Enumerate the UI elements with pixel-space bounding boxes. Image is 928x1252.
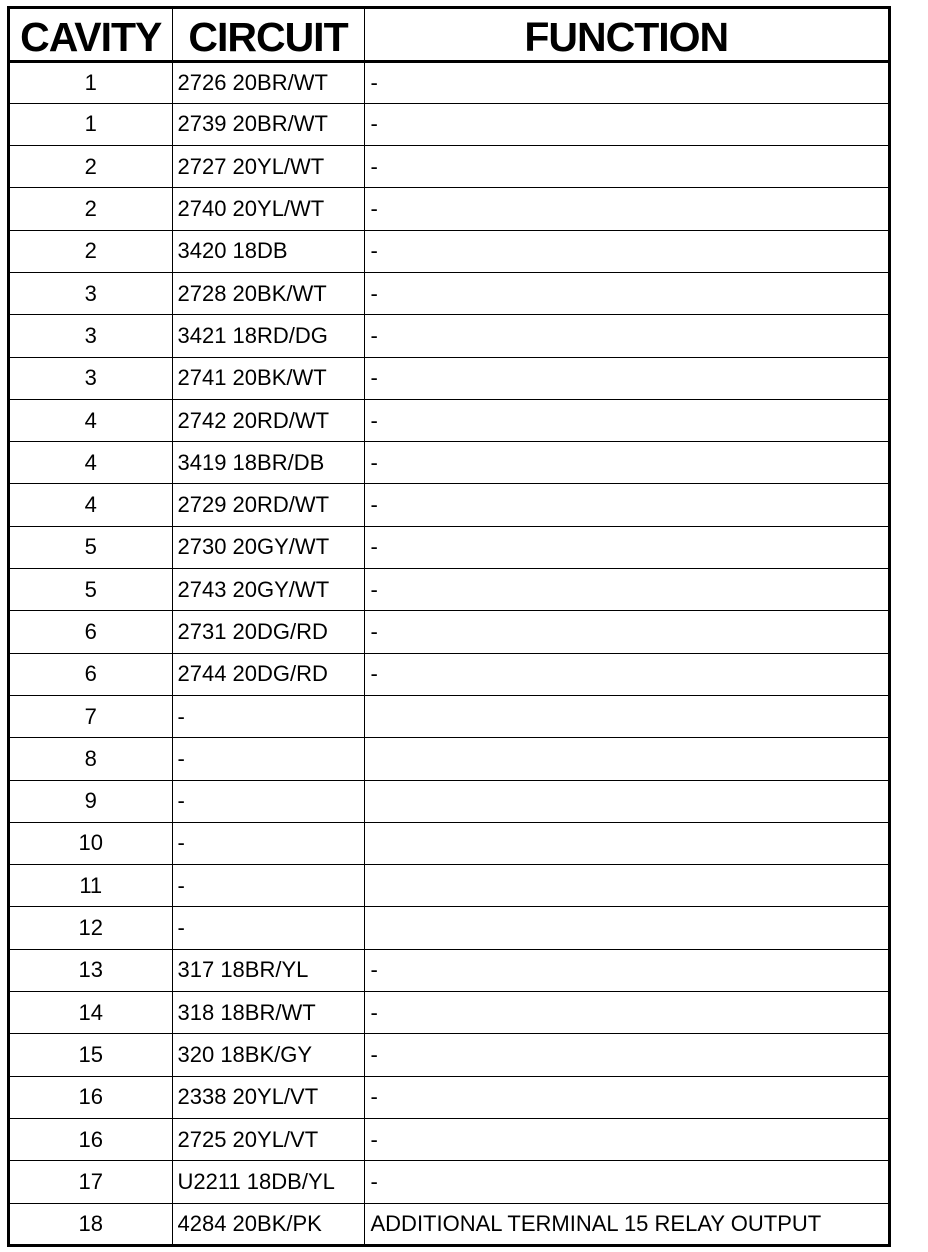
function-cell: -	[364, 357, 888, 399]
function-cell	[364, 822, 888, 864]
table-row	[10, 949, 888, 991]
function-cell: -	[364, 146, 888, 188]
circuit-cell: 2729 20RD/WT	[172, 484, 364, 526]
cavity-cell: 1	[10, 103, 172, 145]
cavity-cell: 13	[10, 949, 172, 991]
table-row	[10, 738, 888, 780]
table-row	[10, 695, 888, 737]
function-cell: -	[364, 1118, 888, 1160]
circuit-cell: -	[172, 822, 364, 864]
function-cell: -	[364, 399, 888, 441]
cavity-cell: 18	[10, 1203, 172, 1245]
table-row	[10, 653, 888, 695]
circuit-cell: 318 18BR/WT	[172, 992, 364, 1034]
cavity-cell: 3	[10, 357, 172, 399]
circuit-cell: -	[172, 738, 364, 780]
cavity-cell: 5	[10, 569, 172, 611]
circuit-cell: 2743 20GY/WT	[172, 569, 364, 611]
cavity-cell: 3	[10, 315, 172, 357]
table-row	[10, 569, 888, 611]
circuit-cell: 3419 18BR/DB	[172, 442, 364, 484]
table-row	[10, 611, 888, 653]
header-function: FUNCTION	[364, 9, 888, 61]
table-row	[10, 103, 888, 145]
table-row	[10, 1161, 888, 1203]
function-cell	[364, 738, 888, 780]
circuit-cell: 2742 20RD/WT	[172, 399, 364, 441]
circuit-cell: 2728 20BK/WT	[172, 272, 364, 314]
function-cell	[364, 907, 888, 949]
table-row	[10, 907, 888, 949]
header-row	[10, 9, 888, 61]
cavity-cell: 4	[10, 399, 172, 441]
table-row	[10, 399, 888, 441]
connector-pinout-table	[10, 9, 888, 1245]
function-cell: -	[364, 61, 888, 103]
function-cell	[364, 695, 888, 737]
function-cell: -	[364, 230, 888, 272]
function-cell: -	[364, 188, 888, 230]
cavity-cell: 5	[10, 526, 172, 568]
header-circuit: CIRCUIT	[172, 9, 364, 61]
function-cell: -	[364, 442, 888, 484]
cavity-cell: 17	[10, 1161, 172, 1203]
table-row	[10, 484, 888, 526]
function-cell: -	[364, 1034, 888, 1076]
cavity-cell: 7	[10, 695, 172, 737]
function-cell: -	[364, 1161, 888, 1203]
circuit-cell: 2740 20YL/WT	[172, 188, 364, 230]
function-cell: -	[364, 272, 888, 314]
function-cell: -	[364, 611, 888, 653]
cavity-cell: 11	[10, 865, 172, 907]
cavity-cell: 3	[10, 272, 172, 314]
circuit-cell: 2739 20BR/WT	[172, 103, 364, 145]
function-cell: -	[364, 992, 888, 1034]
cavity-cell: 10	[10, 822, 172, 864]
circuit-cell: 317 18BR/YL	[172, 949, 364, 991]
circuit-cell: 2727 20YL/WT	[172, 146, 364, 188]
cavity-cell: 2	[10, 230, 172, 272]
function-cell: ADDITIONAL TERMINAL 15 RELAY OUTPUT	[364, 1203, 888, 1245]
circuit-cell: U2211 18DB/YL	[172, 1161, 364, 1203]
function-cell: -	[364, 653, 888, 695]
cavity-cell: 15	[10, 1034, 172, 1076]
circuit-cell: 3420 18DB	[172, 230, 364, 272]
table-row	[10, 780, 888, 822]
table-row	[10, 61, 888, 103]
cavity-cell: 9	[10, 780, 172, 822]
circuit-cell: 3421 18RD/DG	[172, 315, 364, 357]
circuit-cell: 2338 20YL/VT	[172, 1076, 364, 1118]
table-row	[10, 992, 888, 1034]
circuit-cell: -	[172, 780, 364, 822]
circuit-cell: -	[172, 695, 364, 737]
table-row	[10, 1034, 888, 1076]
function-cell: -	[364, 315, 888, 357]
table-row	[10, 865, 888, 907]
circuit-cell: 2744 20DG/RD	[172, 653, 364, 695]
table-row	[10, 230, 888, 272]
cavity-cell: 6	[10, 653, 172, 695]
circuit-cell: 2731 20DG/RD	[172, 611, 364, 653]
table-row	[10, 1076, 888, 1118]
connector-pinout-table-frame	[7, 6, 891, 1247]
cavity-cell: 16	[10, 1118, 172, 1160]
circuit-cell: 320 18BK/GY	[172, 1034, 364, 1076]
circuit-cell: 2741 20BK/WT	[172, 357, 364, 399]
circuit-cell: -	[172, 907, 364, 949]
cavity-cell: 4	[10, 442, 172, 484]
function-cell: -	[364, 526, 888, 568]
cavity-cell: 2	[10, 146, 172, 188]
cavity-cell: 2	[10, 188, 172, 230]
table-row	[10, 272, 888, 314]
function-cell: -	[364, 949, 888, 991]
cavity-cell: 6	[10, 611, 172, 653]
table-row	[10, 357, 888, 399]
cavity-cell: 12	[10, 907, 172, 949]
table-row	[10, 146, 888, 188]
table-row	[10, 442, 888, 484]
function-cell: -	[364, 103, 888, 145]
table-body	[10, 61, 888, 1245]
table-row	[10, 188, 888, 230]
function-cell: -	[364, 1076, 888, 1118]
table-row	[10, 315, 888, 357]
table-row	[10, 1118, 888, 1160]
header-cavity: CAVITY	[10, 9, 172, 61]
circuit-cell: 2726 20BR/WT	[172, 61, 364, 103]
cavity-cell: 4	[10, 484, 172, 526]
function-cell: -	[364, 484, 888, 526]
cavity-cell: 14	[10, 992, 172, 1034]
cavity-cell: 1	[10, 61, 172, 103]
table-row	[10, 822, 888, 864]
table-row	[10, 1203, 888, 1245]
cavity-cell: 8	[10, 738, 172, 780]
circuit-cell: 2725 20YL/VT	[172, 1118, 364, 1160]
cavity-cell: 16	[10, 1076, 172, 1118]
function-cell: -	[364, 569, 888, 611]
function-cell	[364, 865, 888, 907]
table-row	[10, 526, 888, 568]
circuit-cell: 4284 20BK/PK	[172, 1203, 364, 1245]
circuit-cell: -	[172, 865, 364, 907]
circuit-cell: 2730 20GY/WT	[172, 526, 364, 568]
function-cell	[364, 780, 888, 822]
